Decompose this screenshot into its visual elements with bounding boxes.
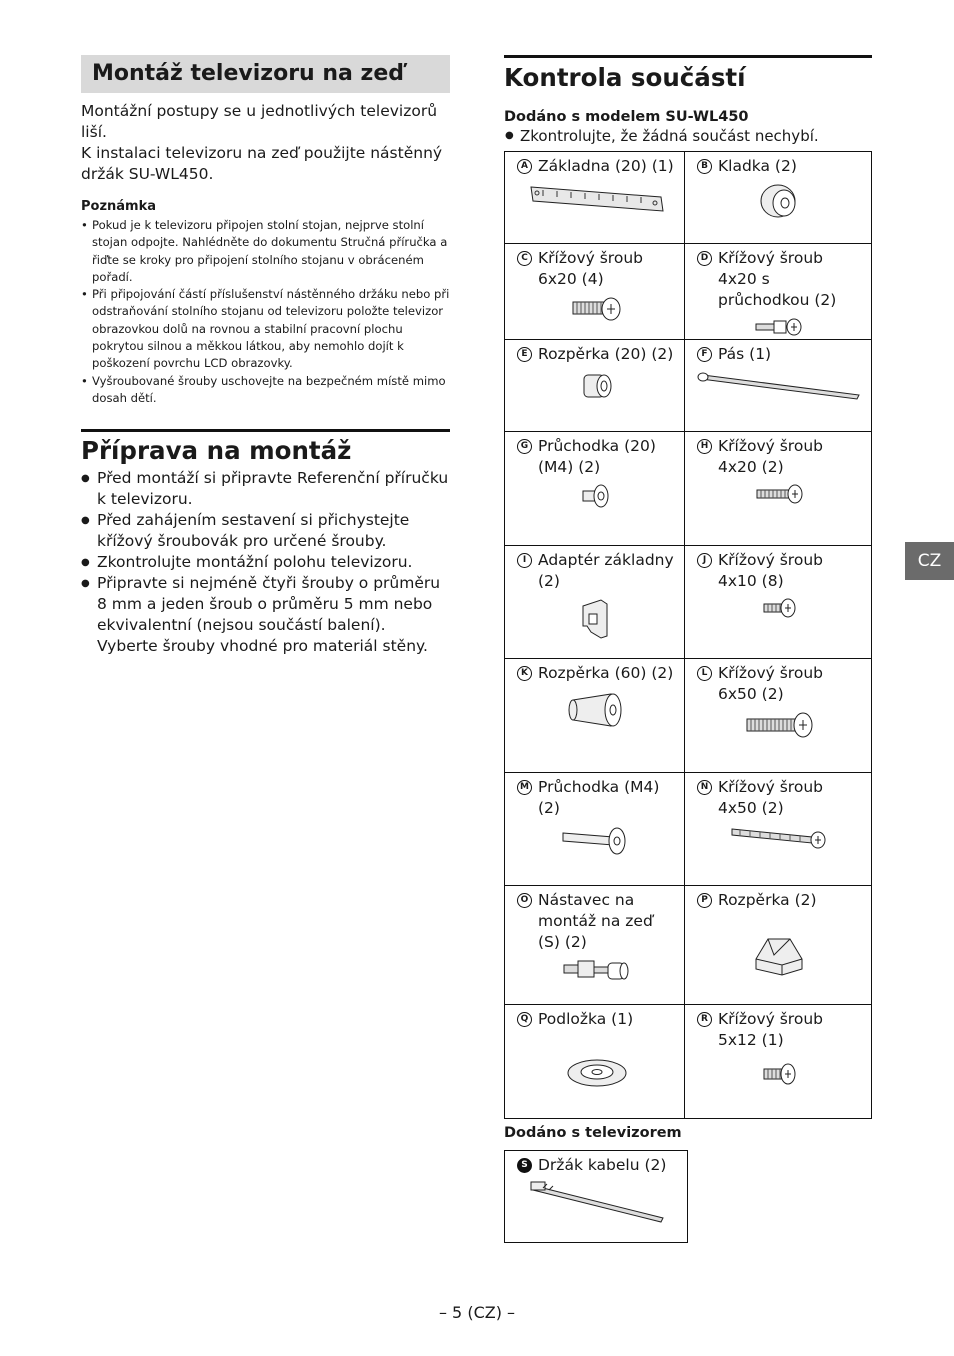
part-cell-j [685, 546, 872, 659]
part-cell-b [685, 152, 872, 244]
block-spacer-icon [752, 933, 808, 977]
part-cell-o [505, 886, 685, 1005]
part-label: Křížový šroub 6x50 (2) [718, 664, 823, 703]
language-tab: CZ [905, 542, 954, 580]
parts-title: Kontrola součástí [504, 55, 872, 94]
part-label: Držák kabelu (2) [538, 1156, 667, 1174]
part-letter: H [697, 439, 712, 454]
part-cell-c [505, 244, 685, 340]
part-cell-r [685, 1005, 872, 1119]
page-number: – 5 (CZ) – [438, 1303, 516, 1322]
part-label: Křížový šroub 4x10 (8) [718, 551, 823, 590]
right-column [504, 55, 872, 146]
supplied-tv-title: Dodáno s televizorem [504, 1125, 682, 1141]
part-label: Základna (20) (1) [538, 157, 674, 175]
mount-title: Montáž televizoru na zeď [81, 55, 450, 93]
part-label: Křížový šroub 4x20 s průchodkou (2) [718, 249, 837, 309]
prep-item: ● Před montáží si připravte Referenční příručku k televizoru. [81, 468, 450, 510]
washer-icon [565, 1056, 629, 1090]
part-letter: P [697, 893, 712, 908]
part-label: Pás (1) [718, 345, 772, 363]
part-label: Kladka (2) [718, 157, 797, 175]
screw-with-collar-icon [754, 315, 806, 339]
collar-icon [579, 482, 615, 510]
note-title: Poznámka [81, 199, 157, 214]
long-spacer-icon [565, 688, 629, 732]
parts-table [504, 151, 872, 1119]
note-item: • Při připojování částí příslušenství nástěnného držáku nebo při odstraňování stolního stojanu od televizoru položte televizor obrazovkou dolů na rovnou a stabilní pracovní plochu pokrytou silnou a měkkou látkou, aby nemohlo dojít k poškození povrchu LCD obrazovky. [81, 286, 450, 372]
part-letter: B [697, 159, 712, 174]
screw-icon [760, 596, 800, 620]
part-label: Křížový šroub 6x20 (4) [538, 249, 643, 288]
part-cell-m [505, 773, 685, 886]
part-label: Průchodka (M4) (2) [538, 778, 660, 817]
part-cell-q [505, 1005, 685, 1119]
screw-icon [569, 294, 625, 324]
prep-item: ● Připravte si nejméně čtyři šrouby o průměru 8 mm a jeden šroub o průměru 5 mm nebo ekvivalentní (nejsou součástí balení). Vyberte šrouby vhodné pro materiál stěny. [81, 573, 450, 657]
part-letter: S [517, 1158, 532, 1173]
mount-text-line-1: Montážní postupy se u jednotlivých televizorů liší. [81, 102, 438, 141]
part-label: Adaptér základny (2) [538, 551, 674, 590]
part-cell-p [685, 886, 872, 1005]
base-bracket-icon [527, 181, 667, 215]
part-label: Křížový šroub 5x12 (1) [718, 1010, 823, 1049]
part-letter: Q [517, 1012, 532, 1027]
part-letter: A [517, 159, 532, 174]
part-cell-g [505, 432, 685, 546]
check-note: ● Zkontrolujte, že žádná součást nechybí. [504, 126, 872, 146]
prep-title: Příprava na montáž [81, 429, 450, 468]
part-label: Průchodka (20) (M4) (2) [538, 437, 656, 476]
spacer-icon [580, 369, 614, 403]
long-collar-icon [559, 823, 635, 857]
part-cell-e [505, 340, 685, 432]
part-cell-n [685, 773, 872, 886]
part-letter: E [517, 347, 532, 362]
base-adapter-icon [577, 596, 617, 640]
note-list [81, 217, 450, 407]
note-item: • Pokud je k televizoru připojen stolní stojan, nejprve stolní stojan odpojte. Nahlédněte do dokumentu Stručná příručka a řiďte se kroky pro připojení stolního stojanu v obráceném pořadí. [81, 217, 450, 286]
belt-icon [695, 369, 865, 403]
part-letter: N [697, 780, 712, 795]
part-cell-l [685, 659, 872, 773]
wall-mount-attachment-icon [562, 957, 632, 987]
part-letter: F [697, 347, 712, 362]
screw-icon [755, 482, 805, 506]
part-label: Křížový šroub 4x50 (2) [718, 778, 823, 817]
cable-holder-icon [529, 1178, 669, 1226]
note-item: • Vyšroubované šrouby uschovejte na bezpečném místě mimo dosah dětí. [81, 373, 450, 408]
part-letter: C [517, 251, 532, 266]
part-cell-d [685, 244, 872, 340]
part-label: Rozpěrka (60) (2) [538, 664, 674, 682]
part-cell-a [505, 152, 685, 244]
part-letter: K [517, 666, 532, 681]
part-label: Rozpěrka (20) (2) [538, 345, 674, 363]
part-label: Křížový šroub 4x20 (2) [718, 437, 823, 476]
supplied-model-title: Dodáno s modelem SU-WL450 [504, 109, 749, 125]
part-letter: J [697, 553, 712, 568]
part-letter: O [517, 893, 532, 908]
prep-list [81, 468, 450, 657]
part-cell-i [505, 546, 685, 659]
left-column [81, 55, 450, 657]
part-letter: G [517, 439, 532, 454]
screw-icon [730, 823, 830, 849]
part-label: Nástavec na montáž na zeď (S) (2) [538, 891, 653, 951]
part-letter: I [517, 553, 532, 568]
part-letter: R [697, 1012, 712, 1027]
part-letter: D [697, 251, 712, 266]
screw-icon [745, 709, 815, 741]
part-letter: M [517, 780, 532, 795]
part-cell-f [685, 340, 872, 432]
pulley-icon [758, 181, 802, 221]
prep-item: ● Zkontrolujte montážní polohu televizoru. [81, 552, 450, 573]
tv-part-cell [504, 1150, 688, 1243]
part-label: Podložka (1) [538, 1010, 634, 1028]
mount-text [81, 101, 450, 185]
screw-icon [760, 1061, 800, 1087]
part-label: Rozpěrka (2) [718, 891, 817, 909]
part-letter: L [697, 666, 712, 681]
part-cell-k [505, 659, 685, 773]
part-cell-h [685, 432, 872, 546]
mount-text-line-2: K instalaci televizoru na zeď použijte nástěnný držák SU-WL450. [81, 144, 443, 183]
prep-item: ● Před zahájením sestavení si přichystejte křížový šroubovák pro určené šrouby. [81, 510, 450, 552]
